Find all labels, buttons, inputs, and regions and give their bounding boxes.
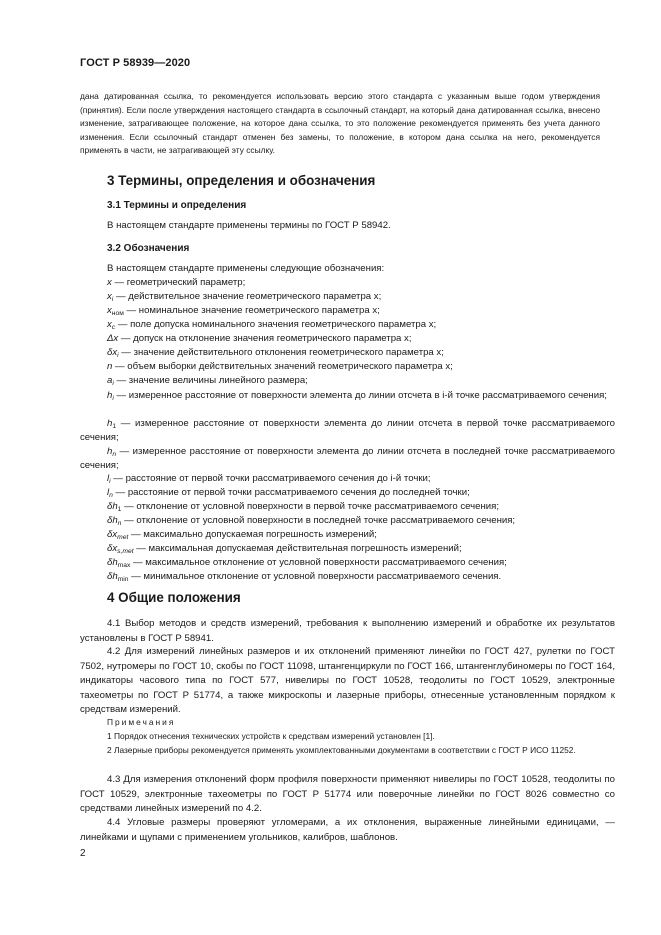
notes-title: Примечания xyxy=(107,717,176,727)
symbol-row: $x_i$ — действительное значение геометрического параметра x; xyxy=(107,291,382,303)
symbol-row: $h_n$ — измеренное расстояние от поверхности элемента до линии отсчета в последней точке рассматриваемого сечения; xyxy=(80,446,615,471)
paragraph-4-3: 4.3 Для измерения отклонений форм профиля поверхности применяют нивелиры по ГОСТ 10528, теодолиты по ГОСТ 10529, электронные тахеометры по ГОСТ Р 51774 или поверочные линейки по ГОСТ 8026 совместно со средствами линейных измерений по 4.2. xyxy=(80,774,615,814)
symbol-row: $\delta x_{met}$ — максимально допускаемая погрешность измерений; xyxy=(107,529,377,541)
section-3-1-title: 3.1 Термины и определения xyxy=(107,200,247,211)
section-4-title: 4 Общие положения xyxy=(107,590,241,605)
symbol-row: $x_{ном}$ — номинальное значение геометрического параметра x; xyxy=(107,305,380,317)
symbol-row: $\delta h_{max}$ — максимальное отклонение от условной поверхности рассматриваемого сечения; xyxy=(107,557,507,569)
symbol-row: $\delta x_{s,met}$ — максимальная допускаемая действительная погрешность измерений; xyxy=(107,543,462,555)
intro-paragraph: дана датированная ссылка, то рекомендуется использовать версию этого стандарта с указанным выше годом утверждения (принятия). Если после утверждения настоящего стандарта в ссылочный стандарт, на который дана датированная ссылка, внесено изменение, затрагивающее положение, на которое дана ссылка, то это положение рекомендуется применять без учета данного изменения. Если ссылочный стандарт отменен без замены, то положение, в котором дана ссылка на него, рекомендуется применять в части, не затрагивающей эту ссылку. xyxy=(80,91,600,156)
page-number: 2 xyxy=(80,848,86,859)
symbol-row: $l_i$ — расстояние от первой точки рассматриваемого сечения до i-й точки; xyxy=(107,473,431,485)
symbol-row: n — объем выборки действительных значений геометрического параметра x; xyxy=(107,361,453,372)
symbol-row: $\delta h_1$ — отклонение от условной поверхности в первой точке рассматриваемого сечения; xyxy=(107,501,500,513)
symbol-row: $\delta x_i$ — значение действительного отклонения геометрического параметра x; xyxy=(107,347,444,359)
section-3-1-text: В настоящем стандарте применены термины по ГОСТ Р 58942. xyxy=(107,220,391,231)
paragraph-4-1: 4.1 Выбор методов и средств измерений, требования к выполнению измерений и обработке их результатов установлены в ГОСТ Р 58941. xyxy=(80,618,615,644)
symbol-row: x — геометрический параметр; xyxy=(107,277,246,288)
symbol-row: $a_i$ — значение величины линейного размера; xyxy=(107,375,308,387)
symbol-row: Δx — допуск на отклонение значения геометрического параметра x; xyxy=(107,333,412,344)
symbol-row: $x_c$ — поле допуска номинального значения геометрического параметра x; xyxy=(107,319,437,331)
paragraph-4-2: 4.2 Для измерений линейных размеров и их отклонений применяют линейки по ГОСТ 427, рулетки по ГОСТ 7502, нутромеры по ГОСТ 10, скобы по ГОСТ 11098, штангенциркули по ГОСТ 166, штангенглубиномеры по ГОСТ 164, индикаторы часового типа по ГОСТ 577, нивелиры по ГОСТ 10528, теодолиты по ГОСТ 10529, электронные тахеометры по ГОСТ Р 51774, а также микроскопы и лазерные приборы, отнесенные установленным порядком к средствам измерений. xyxy=(80,646,615,715)
note-2: 2 Лазерные приборы рекомендуется применять укомплектованными документами в соответствии с ГОСТ Р ИСО 11252. xyxy=(107,745,576,755)
symbol-row: $h_1$ — измеренное расстояние от поверхности элемента до линии отсчета в первой точке рассматриваемого сечения; xyxy=(80,418,615,443)
section-3-title: 3 Термины, определения и обозначения xyxy=(107,173,376,188)
paragraph-4-4: 4.4 Угловые размеры проверяют угломерами, а их отклонения, выраженные линейными единицами, — линейками и щупами с применением угольников, калибров, шаблонов. xyxy=(80,817,615,843)
document-header: ГОСТ Р 58939—2020 xyxy=(80,57,191,69)
symbol-row: $\delta h_n$ — отклонение от условной поверхности в последней точке рассматриваемого сечения; xyxy=(107,515,516,527)
section-3-2-title: 3.2 Обозначения xyxy=(107,243,190,254)
symbol-row: $l_n$ — расстояние от первой точки рассматриваемого сечения до последней точки; xyxy=(107,487,470,499)
symbol-row: $\delta h_{min}$ — минимальное отклонение от условной поверхности рассматриваемого сечения. xyxy=(107,571,502,583)
section-3-2-intro: В настоящем стандарте применены следующие обозначения: xyxy=(107,263,385,274)
note-1: 1 Порядок отнесения технических устройств к средствам измерений установлен [1]. xyxy=(107,731,435,741)
symbol-row: $h_i$ — измеренное расстояние от поверхности элемента до линии отсчета в i-й точке рассматриваемого сечения; xyxy=(107,390,607,402)
